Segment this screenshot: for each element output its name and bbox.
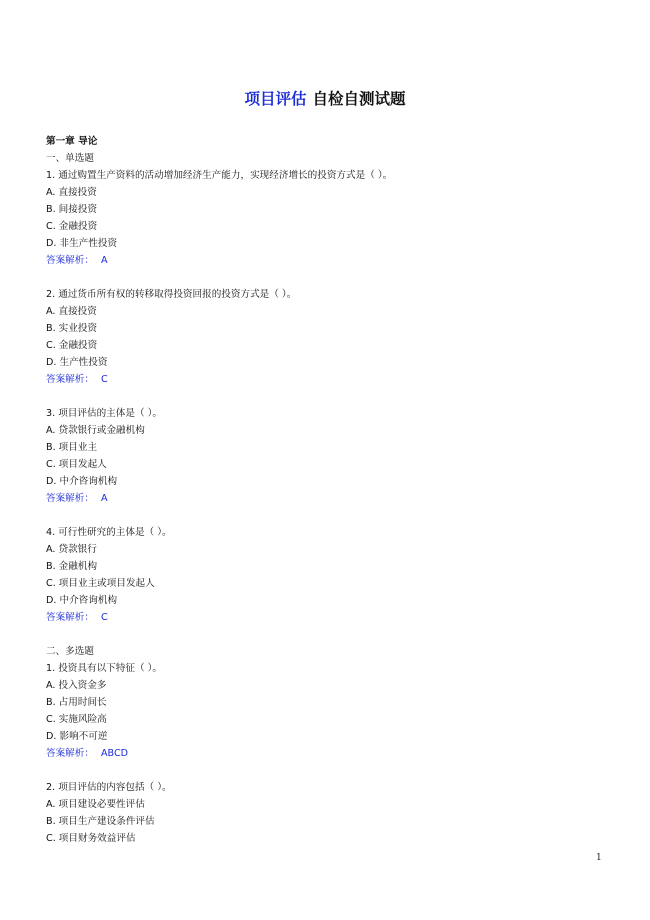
question-1-2 (46, 286, 606, 388)
option-a: A. 贷款银行 (46, 544, 97, 555)
document-body (46, 133, 606, 847)
question-stem: 1. 投资具有以下特征（ ）。 (46, 663, 162, 674)
option-b: B. 间接投资 (46, 204, 98, 215)
spacer (46, 626, 606, 643)
option-b: B. 占用时间长 (46, 697, 107, 708)
chapter-heading: 第一章 导论 (46, 136, 98, 147)
answer-line (46, 371, 606, 388)
question-2-1 (46, 660, 606, 762)
answer-value: ABCD (100, 748, 129, 759)
option-c: C. 实施风险高 (46, 714, 107, 725)
question-1-4 (46, 524, 606, 626)
question-stem: 2. 通过货币所有权的转移取得投资回报的投资方式是（ ）。 (46, 289, 297, 300)
option-a: A. 贷款银行或金融机构 (46, 425, 145, 436)
option-a: A. 直接投资 (46, 187, 97, 198)
section-heading-multi: 二、多选题 (46, 646, 94, 657)
section-heading-single: 一、单选题 (46, 153, 94, 164)
option-c: C. 项目业主或项目发起人 (46, 578, 155, 589)
answer-value: A (100, 255, 108, 266)
title-part2: 自检自测试题 (312, 90, 406, 108)
option-c: C. 金融投资 (46, 221, 98, 232)
spacer (46, 269, 606, 286)
option-d: D. 中介咨询机构 (46, 595, 118, 606)
answer-label: 答案解析： (46, 748, 94, 759)
option-c: C. 金融投资 (46, 340, 98, 351)
option-a: A. 项目建设必要性评估 (46, 799, 145, 810)
question-stem: 2. 项目评估的内容包括（ ）。 (46, 782, 172, 793)
option-c: C. 项目财务效益评估 (46, 833, 136, 844)
option-d: D. 中介咨询机构 (46, 476, 118, 487)
question-stem: 1. 通过购置生产资料的活动增加经济生产能力，实现经济增长的投资方式是（ ）。 (46, 170, 393, 181)
answer-label: 答案解析： (46, 374, 94, 385)
answer-line (46, 745, 606, 762)
question-2-2 (46, 779, 606, 847)
title-part1: 项目评估 (244, 90, 307, 108)
option-a: A. 投入资金多 (46, 680, 107, 691)
answer-label: 答案解析： (46, 493, 94, 504)
option-b: B. 金融机构 (46, 561, 98, 572)
answer-label: 答案解析： (46, 612, 94, 623)
option-d: D. 影响不可逆 (46, 731, 108, 742)
question-1-3 (46, 405, 606, 507)
question-stem: 3. 项目评估的主体是（ ）。 (46, 408, 162, 419)
option-b: B. 项目生产建设条件评估 (46, 816, 155, 827)
answer-label: 答案解析： (46, 255, 94, 266)
question-1-1 (46, 167, 606, 269)
answer-line (46, 609, 606, 626)
option-c: C. 项目发起人 (46, 459, 107, 470)
option-b: B. 项目业主 (46, 442, 98, 453)
page-number: 1 (596, 853, 602, 863)
option-d: D. 生产性投资 (46, 357, 108, 368)
option-d: D. 非生产性投资 (46, 238, 118, 249)
question-stem: 4. 可行性研究的主体是（ ）。 (46, 527, 172, 538)
spacer (46, 388, 606, 405)
answer-value: C (100, 374, 108, 385)
answer-line (46, 490, 606, 507)
document-title (0, 88, 650, 110)
option-b: B. 实业投资 (46, 323, 98, 334)
spacer (46, 507, 606, 524)
answer-line (46, 252, 606, 269)
answer-value: A (100, 493, 108, 504)
spacer (46, 762, 606, 779)
answer-value: C (100, 612, 108, 623)
option-a: A. 直接投资 (46, 306, 97, 317)
